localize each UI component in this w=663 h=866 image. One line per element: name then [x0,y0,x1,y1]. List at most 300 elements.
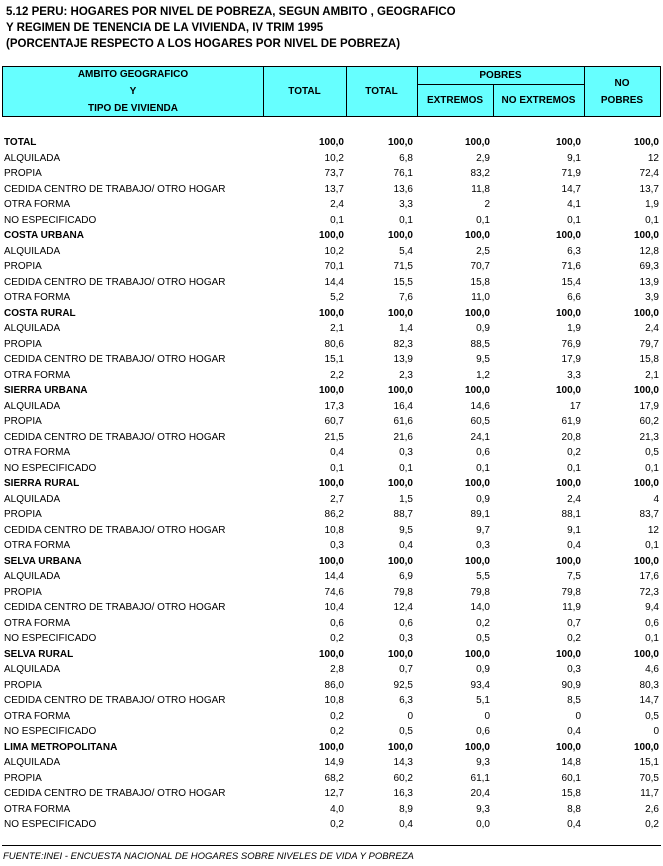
row-value: 8,5 [567,695,581,706]
section-row [2,306,661,322]
row-label: CEDIDA CENTRO DE TRABAJO/ OTRO HOGAR [4,354,226,365]
row-value: 76,9 [561,338,581,350]
row-value: 0,1 [476,214,490,226]
table-row [2,786,661,802]
table-row [2,275,661,291]
row-value: 24,1 [470,431,490,443]
row-value: 79,8 [393,586,413,598]
table-row [2,724,661,740]
row-value: 88,7 [393,509,413,520]
row-value: 4 [653,493,659,505]
section-row [2,476,661,492]
row-value: 0,1 [399,214,413,226]
row-value: 0,3 [330,540,344,551]
row-value: 100,0 [464,230,490,241]
row-label: CEDIDA CENTRO DE TRABAJO/ OTRO HOGAR [4,788,226,799]
header-total-1: TOTAL [288,86,321,97]
row-value: 0,2 [645,819,659,830]
row-value: 0,3 [399,447,413,458]
row-label: ALQUILADA [4,323,61,334]
header-pobres: POBRES [479,70,522,81]
row-label: ALQUILADA [4,757,61,768]
row-value: 82,3 [393,338,413,350]
row-value: 6,3 [567,245,581,257]
table-row [2,709,661,725]
row-value: 0,1 [476,462,490,474]
row-label: PROPIA [4,261,42,272]
row-value: 17,3 [324,400,344,412]
row-value: 20,8 [561,431,581,443]
row-value: 0,9 [476,664,490,675]
row-label: SELVA RURAL [4,648,74,660]
row-label: CEDIDA CENTRO DE TRABAJO/ OTRO HOGAR [4,695,226,706]
row-value: 69,3 [639,261,659,272]
row-value: 0,4 [567,819,581,830]
row-value: 0,6 [645,617,659,629]
row-label: ALQUILADA [4,152,61,164]
row-value: 80,6 [324,338,344,350]
row-value: 74,6 [324,586,344,598]
row-value: 8,9 [399,803,413,815]
row-value: 17,9 [561,354,581,365]
row-label: NO ESPECIFICADO [4,819,97,830]
row-value: 100,0 [633,230,659,241]
row-value: 6,9 [399,571,413,582]
header-no-extremos: NO EXTREMOS [501,94,576,106]
table-row [2,755,661,771]
row-value: 20,4 [470,788,490,799]
row-value: 0 [484,710,490,722]
row-value: 0,2 [330,710,344,722]
row-value: 11,0 [471,292,490,303]
row-value: 9,4 [645,602,659,613]
header-no-pobres-line-1: NO [614,77,630,89]
table-row [2,492,661,508]
table-row [2,507,661,523]
row-value: 3,9 [645,292,659,303]
row-value: 0,2 [330,726,344,737]
row-value: 0,5 [645,447,659,458]
row-value: 16,3 [393,788,413,799]
row-value: 100,0 [464,137,490,148]
row-value: 15,1 [639,757,659,768]
row-value: 2,1 [330,323,344,334]
row-value: 5,2 [330,292,344,303]
row-value: 7,5 [567,571,581,582]
row-label: SIERRA RURAL [4,478,80,489]
row-value: 72,4 [639,168,659,179]
row-label: NO ESPECIFICADO [4,726,97,737]
row-value: 100,0 [387,230,413,241]
header-no-pobres-line-2: POBRES [600,94,644,106]
table-row [2,430,661,446]
row-value: 93,4 [470,679,490,691]
row-value: 9,1 [567,152,581,164]
table-row [2,600,661,616]
table-row [2,368,661,384]
row-value: 3,3 [567,369,581,381]
row-value: 61,9 [561,416,581,427]
row-value: 71,9 [561,168,581,179]
row-value: 5,1 [476,695,490,706]
table-row [2,569,661,585]
table-row [2,151,661,167]
row-value: 100,0 [318,230,344,241]
row-value: 14,6 [470,400,490,412]
row-value: 1,4 [399,323,413,334]
row-value: 6,6 [567,292,581,303]
row-value: 100,0 [633,307,659,319]
row-label: PROPIA [4,509,42,520]
row-value: 100,0 [387,741,413,753]
row-value: 100,0 [633,648,659,660]
row-value: 90,9 [561,679,581,691]
row-value: 13,6 [393,183,413,195]
row-value: 12,8 [639,245,659,257]
row-value: 6,8 [399,152,413,164]
row-value: 70,1 [324,261,344,272]
table-row [2,771,661,787]
row-value: 15,8 [470,276,490,288]
row-value: 0,1 [645,540,659,551]
table-row [2,538,661,554]
row-value: 8,8 [567,803,581,815]
row-label: NO ESPECIFICADO [4,633,97,644]
row-value: 0,1 [567,462,581,474]
row-value: 1,9 [567,323,581,334]
row-value: 83,7 [639,509,659,520]
row-value: 14,7 [561,183,581,195]
row-value: 5,4 [399,245,413,257]
row-value: 0,0 [476,819,490,830]
row-value: 100,0 [318,555,344,567]
row-value: 2,4 [330,199,344,210]
row-value: 2 [484,199,490,210]
row-value: 0,2 [330,819,344,830]
title-line-3: (PORCENTAJE RESPECTO A LOS HOGARES POR NIVEL DE POBREZA) [6,38,401,50]
row-value: 0,1 [645,214,659,226]
row-value: 100,0 [387,478,413,489]
row-value: 2,1 [645,369,659,381]
row-value: 88,1 [561,509,581,520]
row-value: 2,6 [645,803,659,815]
row-value: 83,2 [470,168,490,179]
row-value: 9,5 [399,524,413,536]
row-value: 0,6 [476,447,490,458]
row-value: 12,4 [393,602,413,613]
table-row [2,337,661,353]
row-value: 9,1 [567,524,581,536]
row-label: OTRA FORMA [4,292,71,303]
row-value: 100,0 [464,478,490,489]
row-value: 2,2 [330,369,344,381]
table-row [2,585,661,601]
row-value: 0,7 [399,664,413,675]
row-value: 100,0 [387,137,413,148]
row-value: 100,0 [318,648,344,660]
table-row [2,290,661,306]
row-value: 100,0 [555,385,581,396]
row-value: 0,3 [567,664,581,675]
table-row [2,631,661,647]
row-value: 61,1 [470,772,490,784]
row-value: 12,7 [324,788,344,799]
row-value: 13,7 [324,183,344,195]
row-value: 0 [407,710,413,722]
header-ambito-line-2: Y [129,86,137,97]
row-label: ALQUILADA [4,493,61,505]
row-value: 14,0 [470,602,490,613]
row-value: 79,8 [470,586,490,598]
row-value: 2,3 [399,369,413,381]
section-row [2,740,661,756]
row-value: 100,0 [387,307,413,319]
row-value: 0,1 [399,462,413,474]
row-value: 0,6 [476,726,490,737]
row-value: 100,0 [318,137,344,148]
row-label: OTRA FORMA [4,540,71,551]
row-value: 0,5 [399,726,413,737]
row-value: 88,5 [470,338,490,350]
row-label: SELVA URBANA [4,555,82,567]
row-label: CEDIDA CENTRO DE TRABAJO/ OTRO HOGAR [4,602,226,613]
table-row [2,802,661,818]
row-value: 76,1 [393,168,413,179]
row-value: 1,9 [645,199,659,210]
row-value: 10,4 [324,602,344,613]
row-value: 100,0 [633,741,659,753]
row-value: 11,7 [640,788,659,799]
table-row [2,817,661,833]
row-label: CEDIDA CENTRO DE TRABAJO/ OTRO HOGAR [4,524,226,536]
table-row [2,399,661,415]
row-value: 60,2 [393,772,413,784]
row-value: 0,4 [399,540,413,551]
row-value: 92,5 [393,679,413,691]
row-value: 14,4 [324,276,344,288]
row-value: 0 [575,710,581,722]
source-footer: FUENTE:INEI - ENCUESTA NACIONAL DE HOGARES SOBRE NIVELES DE VIDA Y POBREZA [3,851,414,862]
table-row [2,678,661,694]
row-label: COSTA RURAL [4,307,76,319]
row-value: 9,7 [476,524,490,536]
row-label: ALQUILADA [4,245,61,257]
row-value: 0,1 [330,462,344,474]
row-value: 100,0 [633,137,659,148]
row-value: 100,0 [555,137,581,148]
row-value: 17,9 [639,400,659,412]
row-label: ALQUILADA [4,400,61,412]
row-value: 89,1 [470,509,490,520]
report-title [6,4,456,52]
row-value: 0,1 [645,633,659,644]
table-row [2,461,661,477]
row-value: 0,1 [330,214,344,226]
row-value: 100,0 [633,385,659,396]
row-label: PROPIA [4,168,42,179]
row-value: 70,7 [470,261,490,272]
row-value: 70,5 [639,772,659,784]
row-value: 21,3 [639,431,659,443]
row-value: 60,2 [639,416,659,427]
row-value: 0,3 [476,540,490,551]
row-value: 79,8 [561,586,581,598]
section-row [2,383,661,399]
row-value: 60,1 [561,772,581,784]
table-bottom-rule [2,845,661,846]
row-value: 15,8 [639,354,659,365]
row-value: 21,6 [393,431,413,443]
row-value: 0,9 [476,323,490,334]
row-label: LIMA METROPOLITANA [4,741,118,753]
row-label: NO ESPECIFICADO [4,214,97,226]
section-row [2,135,661,151]
header-total-2: TOTAL [365,86,398,97]
row-value: 100,0 [464,385,490,396]
row-value: 68,2 [324,772,344,784]
row-value: 0,2 [476,617,490,629]
row-value: 0,6 [399,617,413,629]
row-value: 4,0 [330,803,344,815]
row-value: 14,7 [639,695,659,706]
row-value: 2,4 [645,323,659,334]
table-row [2,414,661,430]
row-value: 71,6 [561,261,581,272]
row-value: 0,4 [567,726,581,737]
row-value: 12 [647,524,659,536]
row-value: 0,4 [399,819,413,830]
row-value: 0,1 [567,214,581,226]
row-value: 2,4 [567,493,581,505]
row-value: 100,0 [464,555,490,567]
row-value: 16,4 [393,400,413,412]
row-value: 6,3 [399,695,413,706]
row-value: 7,6 [399,292,413,303]
row-label: PROPIA [4,586,42,598]
row-value: 100,0 [464,648,490,660]
row-value: 17 [569,400,581,412]
table-row [2,166,661,182]
table-row [2,352,661,368]
row-value: 100,0 [555,555,581,567]
row-label: OTRA FORMA [4,710,71,722]
row-value: 100,0 [555,307,581,319]
row-label: OTRA FORMA [4,199,71,210]
row-label: CEDIDA CENTRO DE TRABAJO/ OTRO HOGAR [4,276,226,288]
row-label: PROPIA [4,772,42,784]
row-value: 86,0 [324,679,344,691]
title-line-1: 5.12 PERU: HOGARES POR NIVEL DE POBREZA, SEGUN AMBITO , GEOGRAFICO [6,6,456,18]
row-value: 100,0 [555,648,581,660]
table-row [2,197,661,213]
row-value: 86,2 [324,509,344,520]
table-header [2,66,661,117]
table-body [2,135,661,833]
row-value: 0,1 [645,462,659,474]
row-value: 80,3 [639,679,659,691]
row-value: 100,0 [387,555,413,567]
row-label: COSTA URBANA [4,230,84,241]
table-row [2,244,661,260]
header-ambito-line-1: AMBITO GEOGRAFICO [77,69,189,80]
row-value: 13,9 [393,354,413,365]
row-value: 1,5 [399,493,413,505]
row-value: 100,0 [633,555,659,567]
row-value: 1,2 [476,369,490,381]
row-value: 9,3 [476,803,490,815]
table-row [2,182,661,198]
table-row [2,616,661,632]
header-extremos: EXTREMOS [426,94,484,106]
row-value: 100,0 [464,307,490,319]
row-value: 15,1 [324,354,344,365]
row-value: 100,0 [464,741,490,753]
header-ambito-line-3: TIPO DE VIVIENDA [87,103,178,114]
row-value: 10,8 [324,695,344,706]
row-value: 100,0 [318,307,344,319]
row-label: OTRA FORMA [4,447,71,458]
row-value: 0,6 [330,617,344,629]
row-value: 0,4 [330,447,344,458]
table-row [2,259,661,275]
section-row [2,228,661,244]
row-label: ALQUILADA [4,664,61,675]
row-value: 11,9 [562,602,581,613]
row-value: 2,8 [330,664,344,675]
row-value: 100,0 [555,741,581,753]
row-value: 0,5 [645,710,659,722]
row-label: OTRA FORMA [4,617,71,629]
row-label: PROPIA [4,338,42,350]
row-value: 10,2 [324,152,344,164]
row-value: 0,2 [567,633,581,644]
row-label: CEDIDA CENTRO DE TRABAJO/ OTRO HOGAR [4,431,226,443]
section-row [2,647,661,663]
row-value: 60,5 [470,416,490,427]
row-label: NO ESPECIFICADO [4,462,97,474]
row-value: 14,9 [324,757,344,768]
table-row [2,693,661,709]
row-value: 0,9 [476,493,490,505]
row-value: 0,4 [567,540,581,551]
row-value: 100,0 [318,478,344,489]
row-label: OTRA FORMA [4,369,71,381]
row-value: 72,3 [639,586,659,598]
section-row [2,554,661,570]
row-value: 14,3 [393,757,413,768]
row-label: TOTAL [4,137,37,148]
header-ambito [3,67,263,116]
row-value: 73,7 [324,168,344,179]
row-label: ALQUILADA [4,571,61,582]
row-value: 15,5 [393,276,413,288]
row-value: 9,5 [476,354,490,365]
row-value: 100,0 [555,230,581,241]
row-value: 2,9 [476,152,490,164]
row-value: 79,7 [639,338,659,350]
row-value: 2,7 [330,493,344,505]
row-label: PROPIA [4,416,42,427]
row-label: PROPIA [4,679,42,691]
row-value: 14,8 [561,757,581,768]
row-label: OTRA FORMA [4,803,71,815]
row-value: 100,0 [633,478,659,489]
row-value: 21,5 [324,431,344,443]
table-row [2,321,661,337]
row-value: 2,5 [476,245,490,257]
row-value: 13,7 [639,183,659,195]
table-row [2,213,661,229]
